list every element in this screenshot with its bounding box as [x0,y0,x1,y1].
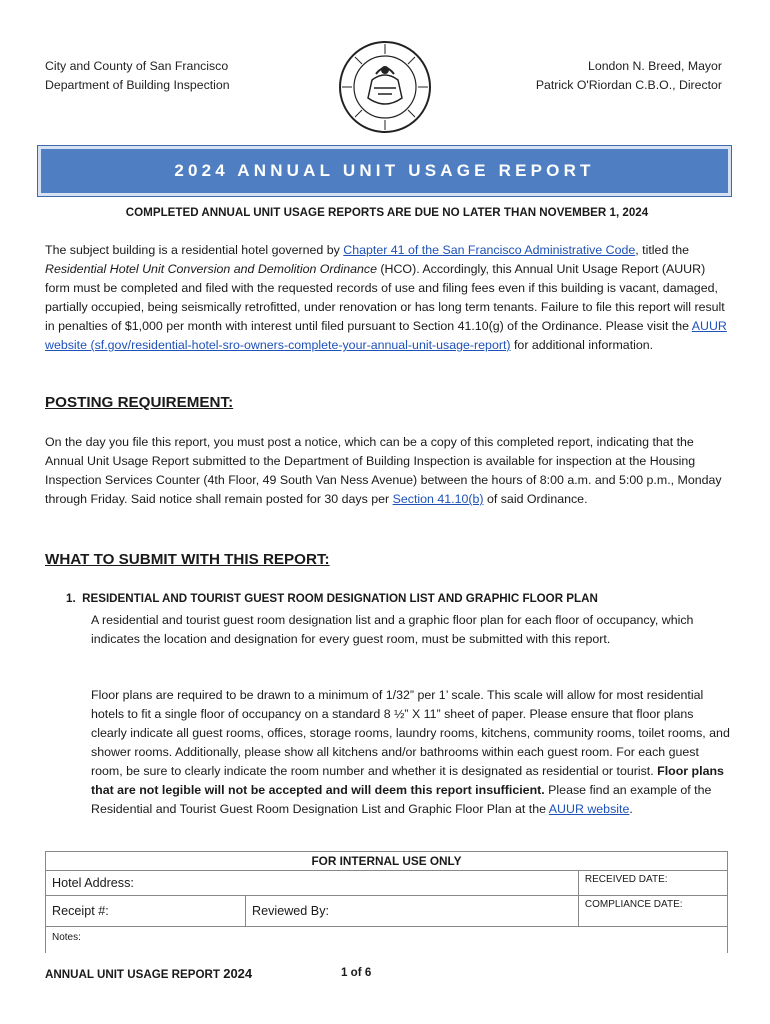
footer-label: ANNUAL UNIT USAGE REPORT [45,968,224,981]
city-seal-icon [338,40,432,134]
intro-text-1: The subject building is a residential hotel governed by [45,243,344,257]
floorplan-warning: Floor plans that are not legible will not be accepted and will deem this report insufficient. [91,764,724,797]
header-right [536,57,722,95]
auur-website-link-2[interactable]: AUUR website [548,802,630,816]
due-notice: COMPLETED ANNUAL UNIT USAGE REPORTS ARE DUE NO LATER THAN NOVEMBER 1, 2024 [125,206,649,219]
receipt-field[interactable]: Receipt #: [46,896,246,927]
director-name: Patrick O'Riordan C.B.O., Director [535,78,722,92]
header-left [45,57,230,95]
intro-text-5: for additional information. [510,338,654,352]
department-name: Department of Building Inspection [45,78,230,92]
page-number: 1 of 6 [341,966,372,979]
internal-use-table [45,851,728,953]
posting-text-1: On the day you file this report, you must post a notice, which can be a copy of this completed report, indicating that the Annual Unit Usage Report submitted to the Department of Building Inspection is available for inspection at the Housing Inspection Services Counter (4th Floor, 49 South Van Ness Avenue) between the hours of 8:00 a.m. and 5:00 p.m., Monday through Friday. Said notice shall remain posted for 30 days per [45,435,722,506]
city-name: City and County of San Francisco [45,59,229,73]
list-item-1-title [66,592,598,605]
posting-heading: POSTING REQUIREMENT: [45,394,234,411]
list-item-title: RESIDENTIAL AND TOURIST GUEST ROOM DESIGNATION LIST AND GRAPHIC FLOOR PLAN [82,592,598,605]
posting-text-2: of said Ordinance. [483,492,588,506]
received-date-field[interactable]: RECEIVED DATE: [578,871,727,896]
floorplan-text-2: Please find an example of the Residential and Tourist Guest Room Designation List and Graphic Floor Plan at the [91,783,712,816]
floorplan-text-1: Floor plans are required to be drawn to a minimum of 1/32” per 1’ scale. This scale will allow for most residential hotels to fit a single floor of occupancy on a standard 8 ½” X 11” sheet of paper. Please ensure that floor plans clearly indicate all guest rooms, offices, storage rooms, laundry rooms, kitchens, community rooms, toilet rooms, and shower rooms. Additionally, please show all kitchens and/or bathrooms within each guest room. For each guest room, be sure to clearly indicate the room number and whether it is designated as residential or tourist. [91,688,730,778]
mayor-name: London N. Breed, Mayor [588,59,722,73]
hotel-address-field[interactable]: Hotel Address: [46,871,579,896]
section-41-10b-link[interactable]: Section 41.10(b) [392,492,484,506]
internal-use-heading: FOR INTERNAL USE ONLY [46,852,728,871]
chapter-41-link[interactable]: Chapter 41 of the San Francisco Administrative Code [343,243,636,257]
submit-paragraph-2 [91,686,731,819]
intro-paragraph [45,241,730,355]
intro-text-4: (HCO). Accordingly, this Annual Unit Usage Report (AUUR) form must be completed and filed with the requested records of use and filing fees even if this building is vacant, damaged, partially occupied, being seismically retrofitted, under renovation or has long term tenants. Failure to file this report will result in penalties of $1,000 per month with interest until filed pursuant to Section 41.10(g) of the Ordinance. Please visit the [45,262,725,333]
footer-year: 2024 [223,966,253,981]
auur-website-link[interactable]: AUUR website (sf.gov/residential-hotel-sro-owners-complete-your-annual-unit-usage-report) [45,319,727,352]
submit-paragraph-1: A residential and tourist guest room designation list and a graphic floor plan for each floor of occupancy, which indicates the location and designation for every guest room, must be submitted with this report. [91,613,694,646]
intro-text-2: , titled the [635,243,690,257]
submit-heading: WHAT TO SUBMIT WITH THIS REPORT: [45,551,330,568]
page-title: 2024 ANNUAL UNIT USAGE REPORT [174,161,595,180]
reviewed-by-field[interactable]: Reviewed By: [246,896,579,927]
notes-field[interactable]: Notes: [46,927,728,953]
list-item-number: 1. [66,592,76,605]
posting-paragraph [45,433,730,509]
footer-report-label [45,966,252,981]
floorplan-text-3: . [629,802,633,816]
ordinance-title: Residential Hotel Unit Conversion and Demolition Ordinance [45,262,377,276]
compliance-date-field[interactable]: COMPLIANCE DATE: [578,896,727,927]
title-banner [37,145,732,197]
